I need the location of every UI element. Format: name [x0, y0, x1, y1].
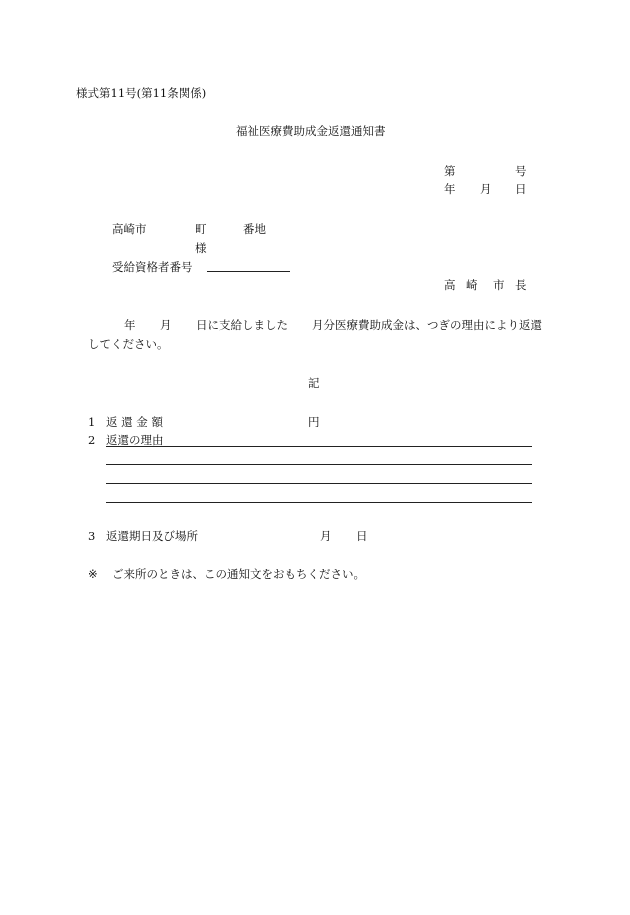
issuer-char-1: 高	[444, 278, 456, 292]
body-text-a: 日に支給しました	[196, 318, 288, 332]
body-line-2: してください。	[88, 337, 169, 351]
deadline-day: 日	[356, 529, 368, 543]
issuer-char-3: 市	[493, 278, 505, 292]
deadline-month: 月	[320, 529, 332, 543]
item-3-number: 3	[88, 529, 96, 543]
ref-year: 年	[444, 182, 456, 196]
reason-line-2	[106, 464, 532, 465]
note-mark: ※	[88, 567, 98, 581]
ki-heading: 記	[308, 376, 320, 390]
reason-line-1	[106, 446, 532, 447]
amount-label: 返 還 金 額	[106, 415, 163, 429]
reason-line-3	[106, 483, 532, 484]
document-title: 福祉医療費助成金返還通知書	[236, 124, 386, 138]
issuer-char-4: 長	[515, 278, 527, 292]
recipient-town: 町	[195, 222, 207, 236]
form-number-label: 様式第11号(第11条関係)	[76, 86, 207, 100]
recipient-number-label: 受給資格者番号	[112, 260, 193, 274]
recipient-city: 高崎市	[112, 222, 147, 236]
item-2-number: 2	[88, 433, 96, 447]
ref-go: 号	[515, 164, 527, 178]
ref-month: 月	[480, 182, 492, 196]
issuer-char-2: 崎	[466, 278, 478, 292]
body-nen: 年	[124, 318, 136, 332]
ref-day: 日	[515, 182, 527, 196]
item-1-number: 1	[88, 415, 96, 429]
reason-line-4	[106, 502, 532, 503]
recipient-banchi: 番地	[243, 222, 266, 236]
recipient-sama: 様	[195, 241, 207, 255]
deadline-label: 返還期日及び場所	[106, 529, 198, 543]
ref-dai: 第	[444, 164, 456, 178]
amount-yen: 円	[308, 415, 320, 429]
body-text-b: 月分医療費助成金は、つぎの理由により返還	[312, 318, 542, 332]
note-text: ご来所のときは、この通知文をおもちください。	[112, 567, 365, 581]
reason-label: 返還の理由	[106, 433, 164, 447]
body-tsuki: 月	[160, 318, 172, 332]
recipient-number-underline	[207, 271, 290, 272]
